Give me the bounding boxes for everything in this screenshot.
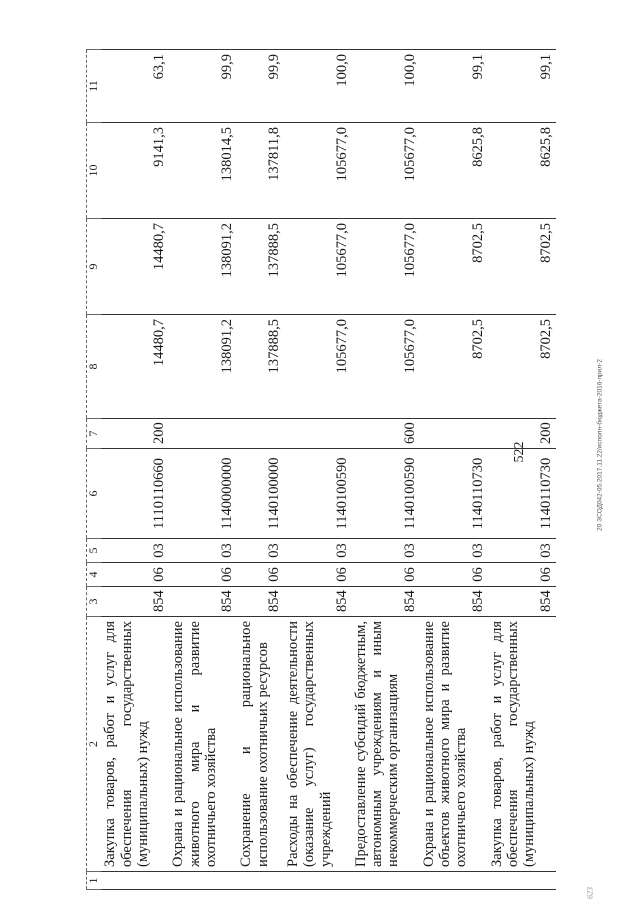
item-name: Закупка товаров, работ и услуг для обеспечения государственных (муниципальных) нужд: [101, 617, 169, 872]
table-row: [284, 50, 352, 890]
item-name: Закупка товаров, работ и услуг для обеспечения государственных (муниципальных) нужд: [487, 617, 555, 872]
amount-col-9: 8702,5: [420, 219, 488, 315]
subsection-code: 03: [284, 539, 352, 563]
section-code: 06: [169, 563, 237, 587]
amount-col-10: 105677,0: [352, 123, 420, 219]
ministry-code: 854: [487, 587, 555, 617]
percent-col-11: 100,0: [284, 50, 352, 123]
header-col-3: 3: [87, 587, 101, 617]
header-col-4: 4: [87, 563, 101, 587]
table-row: [420, 50, 488, 890]
target-article-code: 1140100000: [237, 449, 284, 539]
section-code: 06: [284, 563, 352, 587]
amount-col-10: 138014,5: [169, 123, 237, 219]
row-number-cell: [237, 872, 284, 890]
table-row: [101, 50, 169, 890]
document-reference: 20 ЗСОД042-05.2017.11.22/исполн-бюджета-2016-прил-2: [596, 359, 604, 531]
section-code: 06: [420, 563, 488, 587]
percent-col-11: 63,1: [101, 50, 169, 123]
subsection-code: 03: [237, 539, 284, 563]
percent-col-11: 99,9: [237, 50, 284, 123]
percent-col-11: 99,1: [487, 50, 555, 123]
item-name: Расходы на обеспечение деятельности (оказание услуг) государственных учреждений: [284, 617, 352, 872]
expense-type-code: [284, 419, 352, 449]
amount-col-8: 14480,7: [101, 315, 169, 419]
row-number-cell: [352, 872, 420, 890]
amount-col-8: 105677,0: [284, 315, 352, 419]
ministry-code: 854: [101, 587, 169, 617]
amount-col-9: 137888,5: [237, 219, 284, 315]
ministry-code: 854: [169, 587, 237, 617]
header-col-11: 11: [87, 50, 101, 123]
row-number-cell: [284, 872, 352, 890]
amount-col-10: 9141,3: [101, 123, 169, 219]
header-col-10: 10: [87, 123, 101, 219]
amount-col-10: 8625,8: [420, 123, 488, 219]
expense-type-code: 200: [101, 419, 169, 449]
target-article-code: 1140100590: [284, 449, 352, 539]
section-code: 06: [352, 563, 420, 587]
corner-page-mark: 623: [585, 887, 595, 899]
header-col-6: 6: [87, 449, 101, 539]
expense-type-code: [420, 419, 488, 449]
ministry-code: 854: [237, 587, 284, 617]
target-article-code: 1110110660: [101, 449, 169, 539]
amount-col-10: 8625,8: [487, 123, 555, 219]
subsection-code: 03: [169, 539, 237, 563]
section-code: 06: [101, 563, 169, 587]
header-col-7: 7: [87, 419, 101, 449]
percent-col-11: 99,1: [420, 50, 488, 123]
amount-col-9: 8702,5: [487, 219, 555, 315]
budget-table: [86, 49, 556, 890]
row-number-cell: [169, 872, 237, 890]
expense-type-code: 200: [487, 419, 555, 449]
target-article-code: 1140100590: [352, 449, 420, 539]
header-col-9: 9: [87, 219, 101, 315]
target-article-code: 1140110730: [487, 449, 555, 539]
amount-col-10: 105677,0: [284, 123, 352, 219]
amount-col-8: 138091,2: [169, 315, 237, 419]
table-row: [169, 50, 237, 890]
header-row: [87, 50, 101, 890]
table-row: [352, 50, 420, 890]
subsection-code: 03: [352, 539, 420, 563]
amount-col-9: 14480,7: [101, 219, 169, 315]
amount-col-8: 137888,5: [237, 315, 284, 419]
page-number: 522: [512, 441, 527, 463]
amount-col-10: 137811,8: [237, 123, 284, 219]
rotated-table-wrapper: [86, 50, 556, 890]
header-col-5: 5: [87, 539, 101, 563]
section-code: 06: [487, 563, 555, 587]
item-name: Охрана и рациональное использование объектов животного мира и развитие охотничьего хозяйства: [420, 617, 488, 872]
item-name: Предоставление субсидий бюджетным, автономным учреждениям и иным некоммерческим организациям: [352, 617, 420, 872]
target-article-code: 1140000000: [169, 449, 237, 539]
amount-col-9: 105677,0: [284, 219, 352, 315]
expense-type-code: 600: [352, 419, 420, 449]
row-number-cell: [101, 872, 169, 890]
section-code: 06: [237, 563, 284, 587]
header-col-1: 1: [87, 872, 101, 890]
item-name: Охрана и рациональное использование животного мира и развитие охотничьего хозяйства: [169, 617, 237, 872]
row-number-cell: [420, 872, 488, 890]
header-col-2: 2: [87, 617, 101, 872]
amount-col-8: 105677,0: [352, 315, 420, 419]
item-name: Сохранение и рациональное использование охотничьих ресурсов: [237, 617, 284, 872]
target-article-code: 1140110730: [420, 449, 488, 539]
amount-col-9: 138091,2: [169, 219, 237, 315]
row-number-cell: [487, 872, 555, 890]
ministry-code: 854: [420, 587, 488, 617]
table-row: [487, 50, 555, 890]
amount-col-9: 105677,0: [352, 219, 420, 315]
header-col-8: 8: [87, 315, 101, 419]
percent-col-11: 99,9: [169, 50, 237, 123]
subsection-code: 03: [487, 539, 555, 563]
ministry-code: 854: [352, 587, 420, 617]
amount-col-8: 8702,5: [487, 315, 555, 419]
subsection-code: 03: [101, 539, 169, 563]
subsection-code: 03: [420, 539, 488, 563]
expense-type-code: [169, 419, 237, 449]
amount-col-8: 8702,5: [420, 315, 488, 419]
expense-type-code: [237, 419, 284, 449]
table-row: [237, 50, 284, 890]
percent-col-11: 100,0: [352, 50, 420, 123]
ministry-code: 854: [284, 587, 352, 617]
